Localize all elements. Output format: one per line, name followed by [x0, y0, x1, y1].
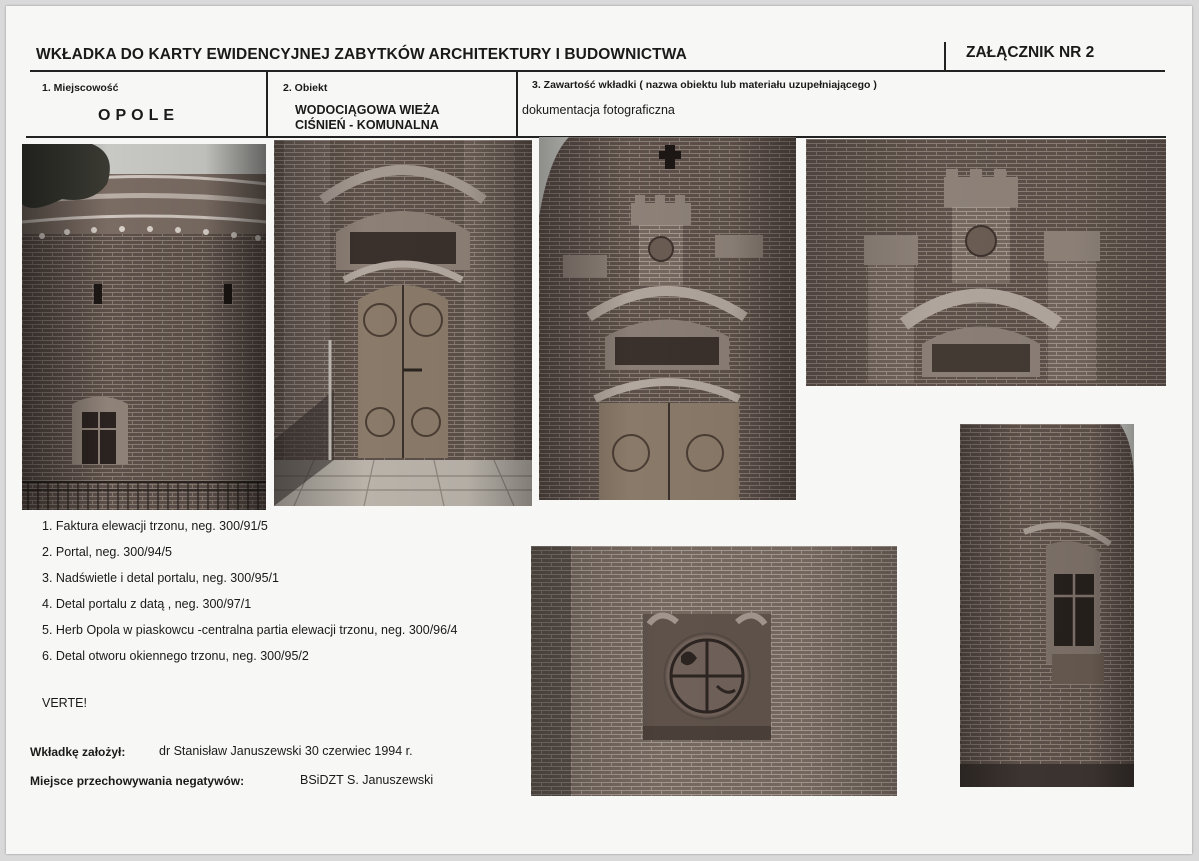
- caption-2: 2. Portal, neg. 300/94/5: [42, 545, 172, 559]
- object-label: 2. Obiekt: [283, 82, 328, 94]
- locality-value: OPOLE: [98, 107, 180, 124]
- field-divider-2: [516, 72, 518, 138]
- locality-label: 1. Miejscowość: [42, 82, 119, 94]
- object-value: [295, 103, 440, 133]
- caption-4: 4. Detal portalu z datą , neg. 300/97/1: [42, 597, 252, 611]
- object-value-line2: CIŚNIEŃ - KOMUNALNA: [295, 118, 439, 132]
- content-label: 3. Zawartość wkładki ( nazwa obiektu lub materiału uzupełniającego ): [532, 79, 877, 91]
- founded-value: dr Stanisław Januszewski 30 czerwiec 1994 r.: [159, 744, 413, 758]
- sheet-title: WKŁADKA DO KARTY EWIDENCYJNEJ ZABYTKÓW ARCHITEKTURY I BUDOWNICTWA: [36, 46, 687, 63]
- founded-label: Wkładkę założył:: [30, 745, 126, 759]
- header-divider: [944, 42, 946, 70]
- photo-shaft-facade: [22, 144, 266, 510]
- rule-top: [30, 70, 1165, 72]
- caption-6: 6. Detal otworu okiennego trzonu, neg. 300/95/2: [42, 649, 309, 663]
- photo-window-opening: [960, 424, 1134, 787]
- photo-portal: [274, 140, 532, 506]
- photo-captions: [42, 519, 458, 675]
- caption-3: 3. Nadświetle i detal portalu, neg. 300/95/1: [42, 571, 279, 585]
- photo-portal-date-detail: [806, 139, 1166, 386]
- annex-number: ZAŁĄCZNIK NR 2: [966, 44, 1095, 61]
- caption-1: 1. Faktura elewacji trzonu, neg. 300/91/5: [42, 519, 268, 533]
- photo-transom-detail: [539, 137, 796, 500]
- field-divider-1: [266, 72, 268, 138]
- verte-note: VERTE!: [42, 696, 87, 710]
- storage-label: Miejsce przechowywania negatywów:: [30, 774, 245, 788]
- object-value-line1: WODOCIĄGOWA WIEŻA: [295, 103, 440, 117]
- storage-value: BSiDZT S. Januszewski: [300, 773, 434, 787]
- photo-coat-of-arms: [531, 546, 897, 796]
- content-value: dokumentacja fotograficzna: [522, 103, 675, 117]
- caption-5: 5. Herb Opola w piaskowcu -centralna partia elewacji trzonu, neg. 300/96/4: [42, 623, 458, 637]
